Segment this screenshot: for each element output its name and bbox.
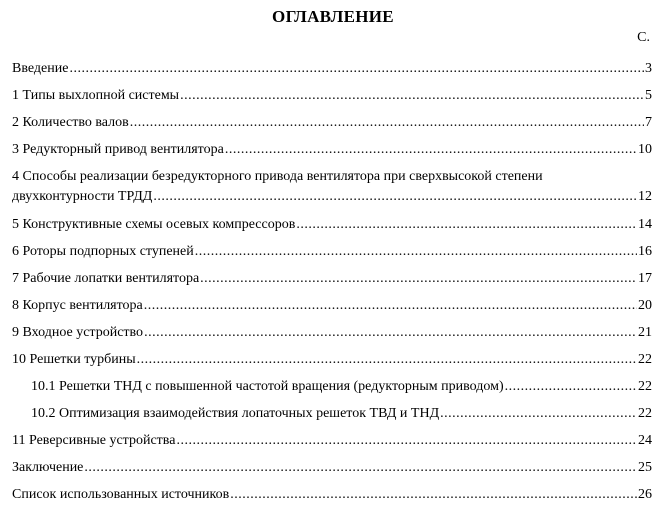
dot-leader (180, 86, 644, 106)
toc-entry-page: 25 (638, 460, 652, 475)
dot-leader (200, 269, 637, 289)
page-column-label: С. (637, 30, 650, 45)
toc-entry-page: 7 (645, 115, 652, 130)
toc-entry-page: 5 (645, 88, 652, 103)
toc-entry-page: 16 (638, 244, 652, 259)
dot-leader (84, 458, 637, 478)
dot-leader (195, 242, 637, 262)
toc-entry-label-line2: двухконтурности ТРДД (12, 189, 153, 204)
toc-entry-page: 21 (638, 325, 652, 340)
toc-entry-2[interactable] (12, 113, 652, 133)
toc-entry-label: 3 Редукторный привод вентилятора (12, 142, 224, 157)
dot-leader (296, 215, 637, 235)
toc-entry-label: Заключение (12, 460, 84, 475)
toc-entry-page: 20 (638, 298, 652, 313)
toc-entry-5[interactable] (12, 215, 652, 235)
toc-entry-4[interactable] (12, 167, 652, 207)
toc-entry-page: 14 (638, 217, 652, 232)
toc-entry-page: 22 (638, 406, 652, 421)
toc-entry-11[interactable] (12, 431, 652, 451)
toc-entry-1[interactable] (12, 86, 652, 106)
toc-entry-10-2[interactable] (31, 404, 652, 424)
dot-leader (505, 377, 637, 397)
toc-entry-8[interactable] (12, 296, 652, 316)
toc-entry-label: 10 Решетки турбины (12, 352, 136, 367)
toc-entry-label: 10.2 Оптимизация взаимодействия лопаточных решеток ТВД и ТНД (31, 406, 440, 421)
toc-entry-9[interactable] (12, 323, 652, 343)
dot-leader (176, 431, 637, 451)
dot-leader (69, 59, 644, 79)
toc-entry-7[interactable] (12, 269, 652, 289)
toc-entry-label: 6 Роторы подпорных ступеней (12, 244, 194, 259)
toc-entry-label: 7 Рабочие лопатки вентилятора (12, 271, 200, 286)
toc-entry-page: 12 (638, 189, 652, 204)
dot-leader (130, 113, 644, 133)
toc-entry-label: 10.1 Решетки ТНД с повышенной частотой вращения (редукторным приводом) (31, 379, 504, 394)
toc-entry-conclusion[interactable] (12, 458, 652, 478)
toc-entry-10-1[interactable] (31, 377, 652, 397)
dot-leader (440, 404, 637, 424)
dot-leader (144, 323, 637, 343)
toc-entry-page: 26 (638, 487, 652, 502)
toc-entry-label: 2 Количество валов (12, 115, 129, 130)
toc-entry-label: 8 Корпус вентилятора (12, 298, 143, 313)
toc-entry-label: Список использованных источников (12, 487, 230, 502)
dot-leader (144, 296, 637, 316)
dot-leader (137, 350, 637, 370)
toc-entry-page: 22 (638, 379, 652, 394)
dot-leader (230, 485, 637, 505)
toc-entry-3[interactable] (12, 140, 652, 160)
dot-leader (153, 187, 637, 207)
toc-entry-page: 24 (638, 433, 652, 448)
toc-entry-introduction[interactable] (12, 59, 652, 79)
toc-entry-label: 9 Входное устройство (12, 325, 144, 340)
toc-entry-page: 3 (645, 61, 652, 76)
dot-leader (225, 140, 637, 160)
toc-entry-6[interactable] (12, 242, 652, 262)
toc-entry-page: 17 (638, 271, 652, 286)
page-title: ОГЛАВЛЕНИЕ (272, 7, 394, 26)
toc-entry-label: 5 Конструктивные схемы осевых компрессоров (12, 217, 296, 232)
toc-entry-references[interactable] (12, 485, 652, 505)
toc-entry-page: 10 (638, 142, 652, 157)
toc-entry-label: 1 Типы выхлопной системы (12, 88, 180, 103)
toc-entry-label: 11 Реверсивные устройства (12, 433, 176, 448)
toc-entry-10[interactable] (12, 350, 652, 370)
toc-entry-label: Введение (12, 61, 69, 76)
toc-entry-page: 22 (638, 352, 652, 367)
toc-entry-label-line1: 4 Способы реализации безредукторного привода вентилятора при сверхвысокой степени (12, 169, 543, 184)
